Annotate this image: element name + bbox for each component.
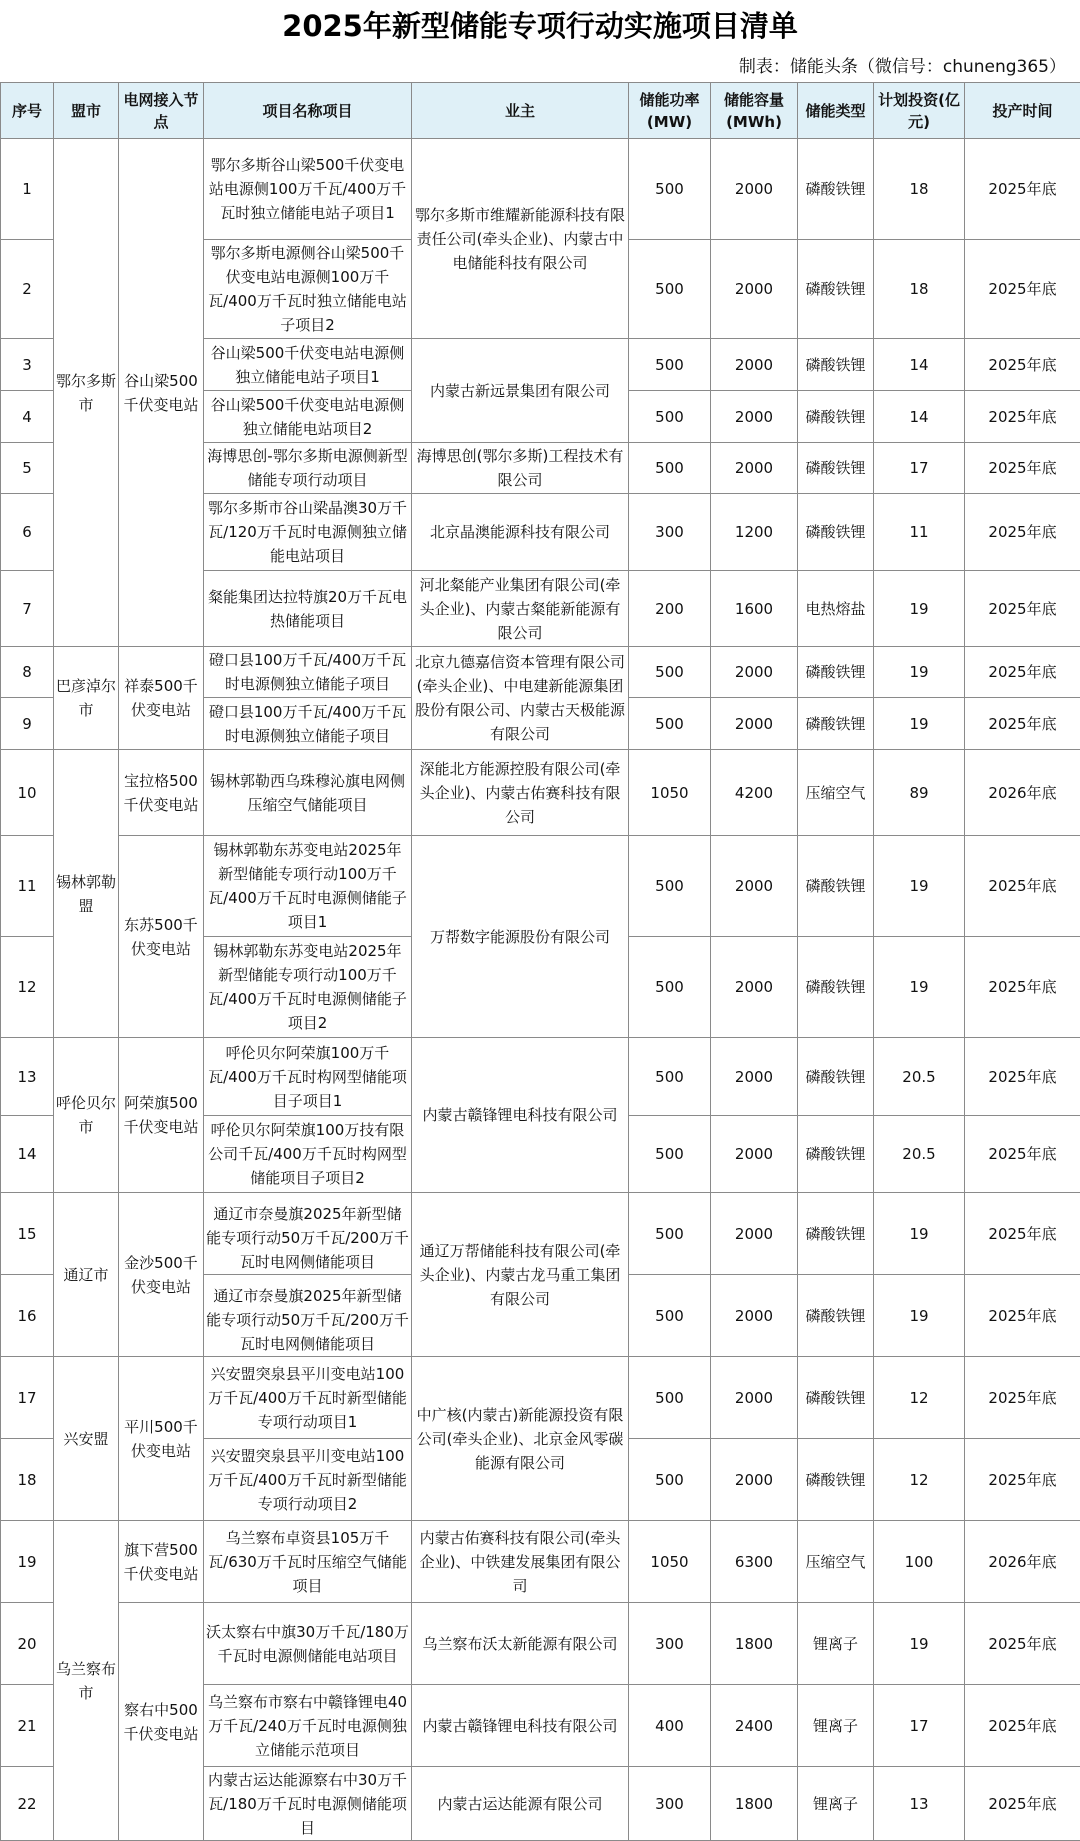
owner-cell: 内蒙古新远景集团有限公司 (412, 339, 629, 443)
header-cell: 储能功率(MW) (629, 83, 711, 139)
capacity-mwh-cell: 2000 (711, 937, 798, 1038)
grid-node-cell: 察右中500千伏变电站 (119, 1603, 204, 1841)
project-name-cell (204, 1193, 412, 1275)
commission-date-cell: 2026年底 (965, 750, 1080, 836)
capacity-mwh-cell: 2000 (711, 1357, 798, 1439)
commission-date-cell: 2025年底 (965, 647, 1080, 698)
investment-cell: 19 (874, 836, 965, 937)
capacity-mwh-cell: 2000 (711, 1193, 798, 1275)
project-name-cell: 谷山梁500千伏变电站电源侧独立储能电站子项目1 (204, 339, 412, 391)
row-number-cell: 18 (1, 1439, 54, 1521)
project-name-cell: 兴安盟突泉县平川变电站100万千瓦/400万千瓦时新型储能专项行动项目1 (204, 1357, 412, 1439)
storage-type-cell: 磷酸铁锂 (798, 1275, 874, 1357)
header-cell: 盟市 (54, 83, 119, 139)
row-number-cell: 5 (1, 443, 54, 494)
commission-date-cell: 2025年底 (965, 1357, 1080, 1439)
header-cell: 储能容量(MWh) (711, 83, 798, 139)
header-cell: 投产时间 (965, 83, 1080, 139)
commission-date-cell: 2025年底 (965, 1116, 1080, 1193)
storage-type-cell: 磷酸铁锂 (798, 1193, 874, 1275)
owner-cell: 中广核(内蒙古)新能源投资有限公司(牵头企业)、北京金风零碳能源有限公司 (412, 1357, 629, 1521)
header-cell: 序号 (1, 83, 54, 139)
storage-type-cell: 磷酸铁锂 (798, 391, 874, 443)
league-cell: 鄂尔多斯市 (54, 139, 119, 647)
table-row (1, 1038, 1080, 1116)
storage-type-cell: 磷酸铁锂 (798, 647, 874, 698)
storage-type-cell: 磷酸铁锂 (798, 1116, 874, 1193)
power-mw-cell: 500 (629, 1357, 711, 1439)
investment-cell: 12 (874, 1357, 965, 1439)
grid-node-cell: 旗下营500千伏变电站 (119, 1521, 204, 1603)
row-number-cell: 8 (1, 647, 54, 698)
row-number-cell: 19 (1, 1521, 54, 1603)
project-name-cell: 海博思创-鄂尔多斯电源侧新型储能专项行动项目 (204, 443, 412, 494)
row-number-cell: 9 (1, 698, 54, 750)
project-name-cell: 磴口县100万千瓦/400万千瓦时电源侧独立储能子项目 (204, 647, 412, 698)
owner-cell: 内蒙古赣锋锂电科技有限公司 (412, 1685, 629, 1767)
project-name-cell: 呼伦贝尔阿荣旗100万千瓦/400万千瓦时构网型储能项目子项目1 (204, 1038, 412, 1116)
capacity-mwh-cell: 2000 (711, 240, 798, 339)
header-cell: 业主 (412, 83, 629, 139)
project-name-cell (204, 1275, 412, 1357)
header-cell: 计划投资(亿元) (874, 83, 965, 139)
storage-type-cell: 锂离子 (798, 1767, 874, 1841)
grid-node-cell: 谷山梁500千伏变电站 (119, 139, 204, 647)
row-number-cell: 15 (1, 1193, 54, 1275)
capacity-mwh-cell: 1200 (711, 494, 798, 571)
row-number-cell: 1 (1, 139, 54, 240)
commission-date-cell: 2025年底 (965, 1038, 1080, 1116)
investment-cell: 14 (874, 391, 965, 443)
investment-cell: 19 (874, 1193, 965, 1275)
power-mw-cell: 400 (629, 1685, 711, 1767)
project-name-cell: 乌兰察布卓资县105万千瓦/630万千瓦时压缩空气储能项目 (204, 1521, 412, 1603)
storage-type-cell: 磷酸铁锂 (798, 240, 874, 339)
project-name-text: 通辽市奈曼旗2025年新型储能专项行动50万千瓦/200万千瓦时电网侧储能项目 (206, 1280, 409, 1352)
power-mw-cell: 200 (629, 571, 711, 647)
storage-type-cell: 磷酸铁锂 (798, 443, 874, 494)
power-mw-cell: 500 (629, 391, 711, 443)
capacity-mwh-cell: 2000 (711, 1116, 798, 1193)
table-row (1, 1521, 1080, 1603)
power-mw-cell: 500 (629, 1275, 711, 1357)
power-mw-cell: 500 (629, 240, 711, 339)
storage-type-cell: 磷酸铁锂 (798, 339, 874, 391)
commission-date-cell: 2025年底 (965, 240, 1080, 339)
investment-cell: 89 (874, 750, 965, 836)
owner-cell: 海博思创(鄂尔多斯)工程技术有限公司 (412, 443, 629, 494)
project-table (0, 82, 1080, 1841)
capacity-mwh-cell: 1600 (711, 571, 798, 647)
row-number-cell: 10 (1, 750, 54, 836)
header-cell: 储能类型 (798, 83, 874, 139)
capacity-mwh-cell: 2000 (711, 1275, 798, 1357)
commission-date-cell: 2025年底 (965, 698, 1080, 750)
commission-date-cell: 2025年底 (965, 1603, 1080, 1685)
league-cell: 锡林郭勒盟 (54, 750, 119, 1038)
league-cell: 巴彦淖尔市 (54, 647, 119, 750)
investment-cell: 18 (874, 240, 965, 339)
row-number-cell: 3 (1, 339, 54, 391)
league-cell: 呼伦贝尔市 (54, 1038, 119, 1193)
storage-type-cell: 磷酸铁锂 (798, 698, 874, 750)
project-name-cell: 谷山梁500千伏变电站电源侧独立储能电站项目2 (204, 391, 412, 443)
row-number-cell: 7 (1, 571, 54, 647)
storage-type-cell: 压缩空气 (798, 1521, 874, 1603)
credit-line: 制表：储能头条（微信号：chuneng365） (739, 54, 1066, 80)
header-row (1, 83, 1080, 139)
project-name-cell: 锡林郭勒西乌珠穆沁旗电网侧压缩空气储能项目 (204, 750, 412, 836)
grid-node-cell: 金沙500千伏变电站 (119, 1193, 204, 1357)
owner-cell: 万帮数字能源股份有限公司 (412, 836, 629, 1038)
power-mw-cell: 500 (629, 1193, 711, 1275)
capacity-mwh-cell: 1800 (711, 1603, 798, 1685)
investment-cell: 20.5 (874, 1116, 965, 1193)
row-number-cell: 2 (1, 240, 54, 339)
owner-cell: 深能北方能源控股有限公司(牵头企业)、内蒙古佑赛科技有限公司 (412, 750, 629, 836)
owner-cell: 北京九德嘉信资本管理有限公司(牵头企业)、中电建新能源集团股份有限公司、内蒙古天极能源有限公司 (412, 647, 629, 750)
power-mw-cell: 1050 (629, 750, 711, 836)
header-cell: 项目名称项目 (204, 83, 412, 139)
table-row (1, 750, 1080, 836)
grid-node-cell: 东苏500千伏变电站 (119, 836, 204, 1038)
owner-cell: 北京晶澳能源科技有限公司 (412, 494, 629, 571)
commission-date-cell: 2025年底 (965, 339, 1080, 391)
investment-cell: 12 (874, 1439, 965, 1521)
project-name-cell: 锡林郭勒东苏变电站2025年新型储能专项行动100万千瓦/400万千瓦时电源侧储能子项目1 (204, 836, 412, 937)
investment-cell: 17 (874, 1685, 965, 1767)
power-mw-cell: 500 (629, 1439, 711, 1521)
row-number-cell: 17 (1, 1357, 54, 1439)
investment-cell: 13 (874, 1767, 965, 1841)
row-number-cell: 13 (1, 1038, 54, 1116)
project-name-cell: 乌兰察布市察右中赣锋锂电40万千瓦/240万千瓦时电源侧独立储能示范项目 (204, 1685, 412, 1767)
table-row (1, 1193, 1080, 1275)
commission-date-cell: 2025年底 (965, 937, 1080, 1038)
power-mw-cell: 500 (629, 139, 711, 240)
owner-cell: 河北粲能产业集团有限公司(牵头企业)、内蒙古粲能新能源有限公司 (412, 571, 629, 647)
storage-type-cell: 磷酸铁锂 (798, 1038, 874, 1116)
row-number-cell: 6 (1, 494, 54, 571)
league-cell: 通辽市 (54, 1193, 119, 1357)
investment-cell: 17 (874, 443, 965, 494)
row-number-cell: 4 (1, 391, 54, 443)
storage-type-cell: 磷酸铁锂 (798, 494, 874, 571)
commission-date-cell: 2025年底 (965, 1685, 1080, 1767)
project-name-cell: 粲能集团达拉特旗20万千瓦电热储能项目 (204, 571, 412, 647)
owner-cell: 内蒙古运达能源有限公司 (412, 1767, 629, 1841)
owner-cell: 乌兰察布沃太新能源有限公司 (412, 1603, 629, 1685)
storage-type-cell: 锂离子 (798, 1685, 874, 1767)
storage-type-cell: 磷酸铁锂 (798, 139, 874, 240)
investment-cell: 100 (874, 1521, 965, 1603)
row-number-cell: 12 (1, 937, 54, 1038)
investment-cell: 19 (874, 647, 965, 698)
power-mw-cell: 500 (629, 647, 711, 698)
project-name-cell: 兴安盟突泉县平川变电站100万千瓦/400万千瓦时新型储能专项行动项目2 (204, 1439, 412, 1521)
project-name-cell: 内蒙古运达能源察右中30万千瓦/180万千瓦时电源侧储能项目 (204, 1767, 412, 1841)
row-number-cell: 20 (1, 1603, 54, 1685)
storage-type-cell: 电热熔盐 (798, 571, 874, 647)
project-name-cell: 沃太察右中旗30万千瓦/180万千瓦时电源侧储能电站项目 (204, 1603, 412, 1685)
power-mw-cell: 500 (629, 339, 711, 391)
power-mw-cell: 1050 (629, 1521, 711, 1603)
storage-type-cell: 锂离子 (798, 1603, 874, 1685)
commission-date-cell: 2025年底 (965, 1439, 1080, 1521)
storage-type-cell: 磷酸铁锂 (798, 937, 874, 1038)
row-number-cell: 14 (1, 1116, 54, 1193)
capacity-mwh-cell: 1800 (711, 1767, 798, 1841)
investment-cell: 19 (874, 1275, 965, 1357)
project-name-cell: 鄂尔多斯电源侧谷山梁500千伏变电站电源侧100万千瓦/400万千瓦时独立储能电站子项目2 (204, 240, 412, 339)
project-name-cell: 锡林郭勒东苏变电站2025年新型储能专项行动100万千瓦/400万千瓦时电源侧储能子项目2 (204, 937, 412, 1038)
investment-cell: 19 (874, 937, 965, 1038)
owner-cell: 通辽万帮储能科技有限公司(牵头企业)、内蒙古龙马重工集团有限公司 (412, 1193, 629, 1357)
capacity-mwh-cell: 2000 (711, 1038, 798, 1116)
power-mw-cell: 300 (629, 1767, 711, 1841)
investment-cell: 20.5 (874, 1038, 965, 1116)
page-title: 2025年新型储能专项行动实施项目清单 (0, 0, 1080, 52)
commission-date-cell: 2025年底 (965, 139, 1080, 240)
owner-cell: 鄂尔多斯市维耀新能源科技有限责任公司(牵头企业)、内蒙古中电储能科技有限公司 (412, 139, 629, 339)
commission-date-cell: 2025年底 (965, 1193, 1080, 1275)
owner-cell: 内蒙古佑赛科技有限公司(牵头企业)、中铁建发展集团有限公司 (412, 1521, 629, 1603)
power-mw-cell: 500 (629, 937, 711, 1038)
grid-node-cell: 阿荣旗500千伏变电站 (119, 1038, 204, 1193)
header-cell: 电网接入节点 (119, 83, 204, 139)
commission-date-cell: 2025年底 (965, 1275, 1080, 1357)
capacity-mwh-cell: 2000 (711, 836, 798, 937)
storage-type-cell: 压缩空气 (798, 750, 874, 836)
row-number-cell: 21 (1, 1685, 54, 1767)
power-mw-cell: 300 (629, 494, 711, 571)
commission-date-cell: 2025年底 (965, 443, 1080, 494)
row-number-cell: 22 (1, 1767, 54, 1841)
owner-cell: 内蒙古赣锋锂电科技有限公司 (412, 1038, 629, 1193)
capacity-mwh-cell: 2000 (711, 391, 798, 443)
table-row (1, 139, 1080, 240)
power-mw-cell: 500 (629, 443, 711, 494)
power-mw-cell: 500 (629, 836, 711, 937)
power-mw-cell: 500 (629, 698, 711, 750)
commission-date-cell: 2025年底 (965, 494, 1080, 571)
table-body (1, 139, 1080, 1841)
league-cell: 兴安盟 (54, 1357, 119, 1521)
capacity-mwh-cell: 2000 (711, 339, 798, 391)
table-row (1, 1357, 1080, 1439)
commission-date-cell: 2026年底 (965, 1521, 1080, 1603)
grid-node-cell: 祥泰500千伏变电站 (119, 647, 204, 750)
investment-cell: 11 (874, 494, 965, 571)
row-number-cell: 11 (1, 836, 54, 937)
commission-date-cell: 2025年底 (965, 1767, 1080, 1841)
storage-type-cell: 磷酸铁锂 (798, 836, 874, 937)
capacity-mwh-cell: 2000 (711, 698, 798, 750)
table-row (1, 647, 1080, 698)
capacity-mwh-cell: 2000 (711, 647, 798, 698)
investment-cell: 14 (874, 339, 965, 391)
capacity-mwh-cell: 4200 (711, 750, 798, 836)
capacity-mwh-cell: 6300 (711, 1521, 798, 1603)
capacity-mwh-cell: 2400 (711, 1685, 798, 1767)
grid-node-cell: 宝拉格500千伏变电站 (119, 750, 204, 836)
table-row (1, 836, 1080, 937)
capacity-mwh-cell: 2000 (711, 139, 798, 240)
investment-cell: 19 (874, 698, 965, 750)
power-mw-cell: 300 (629, 1603, 711, 1685)
capacity-mwh-cell: 2000 (711, 443, 798, 494)
capacity-mwh-cell: 2000 (711, 1439, 798, 1521)
project-name-cell: 磴口县100万千瓦/400万千瓦时电源侧独立储能子项目 (204, 698, 412, 750)
storage-type-cell: 磷酸铁锂 (798, 1357, 874, 1439)
project-name-cell: 鄂尔多斯谷山梁500千伏变电站电源侧100万千瓦/400万千瓦时独立储能电站子项目1 (204, 139, 412, 240)
power-mw-cell: 500 (629, 1116, 711, 1193)
commission-date-cell: 2025年底 (965, 391, 1080, 443)
project-name-text: 通辽市奈曼旗2025年新型储能专项行动50万千瓦/200万千瓦时电网侧储能项目 (206, 1198, 409, 1270)
investment-cell: 19 (874, 571, 965, 647)
league-cell: 乌兰察布市 (54, 1521, 119, 1841)
investment-cell: 18 (874, 139, 965, 240)
table-row (1, 1603, 1080, 1685)
power-mw-cell: 500 (629, 1038, 711, 1116)
project-name-cell: 鄂尔多斯市谷山梁晶澳30万千瓦/120万千瓦时电源侧独立储能电站项目 (204, 494, 412, 571)
project-name-cell: 呼伦贝尔阿荣旗100万技有限公司千瓦/400万千瓦时构网型储能项目子项目2 (204, 1116, 412, 1193)
storage-type-cell: 磷酸铁锂 (798, 1439, 874, 1521)
commission-date-cell: 2025年底 (965, 836, 1080, 937)
investment-cell: 19 (874, 1603, 965, 1685)
row-number-cell: 16 (1, 1275, 54, 1357)
grid-node-cell: 平川500千伏变电站 (119, 1357, 204, 1521)
commission-date-cell: 2025年底 (965, 571, 1080, 647)
